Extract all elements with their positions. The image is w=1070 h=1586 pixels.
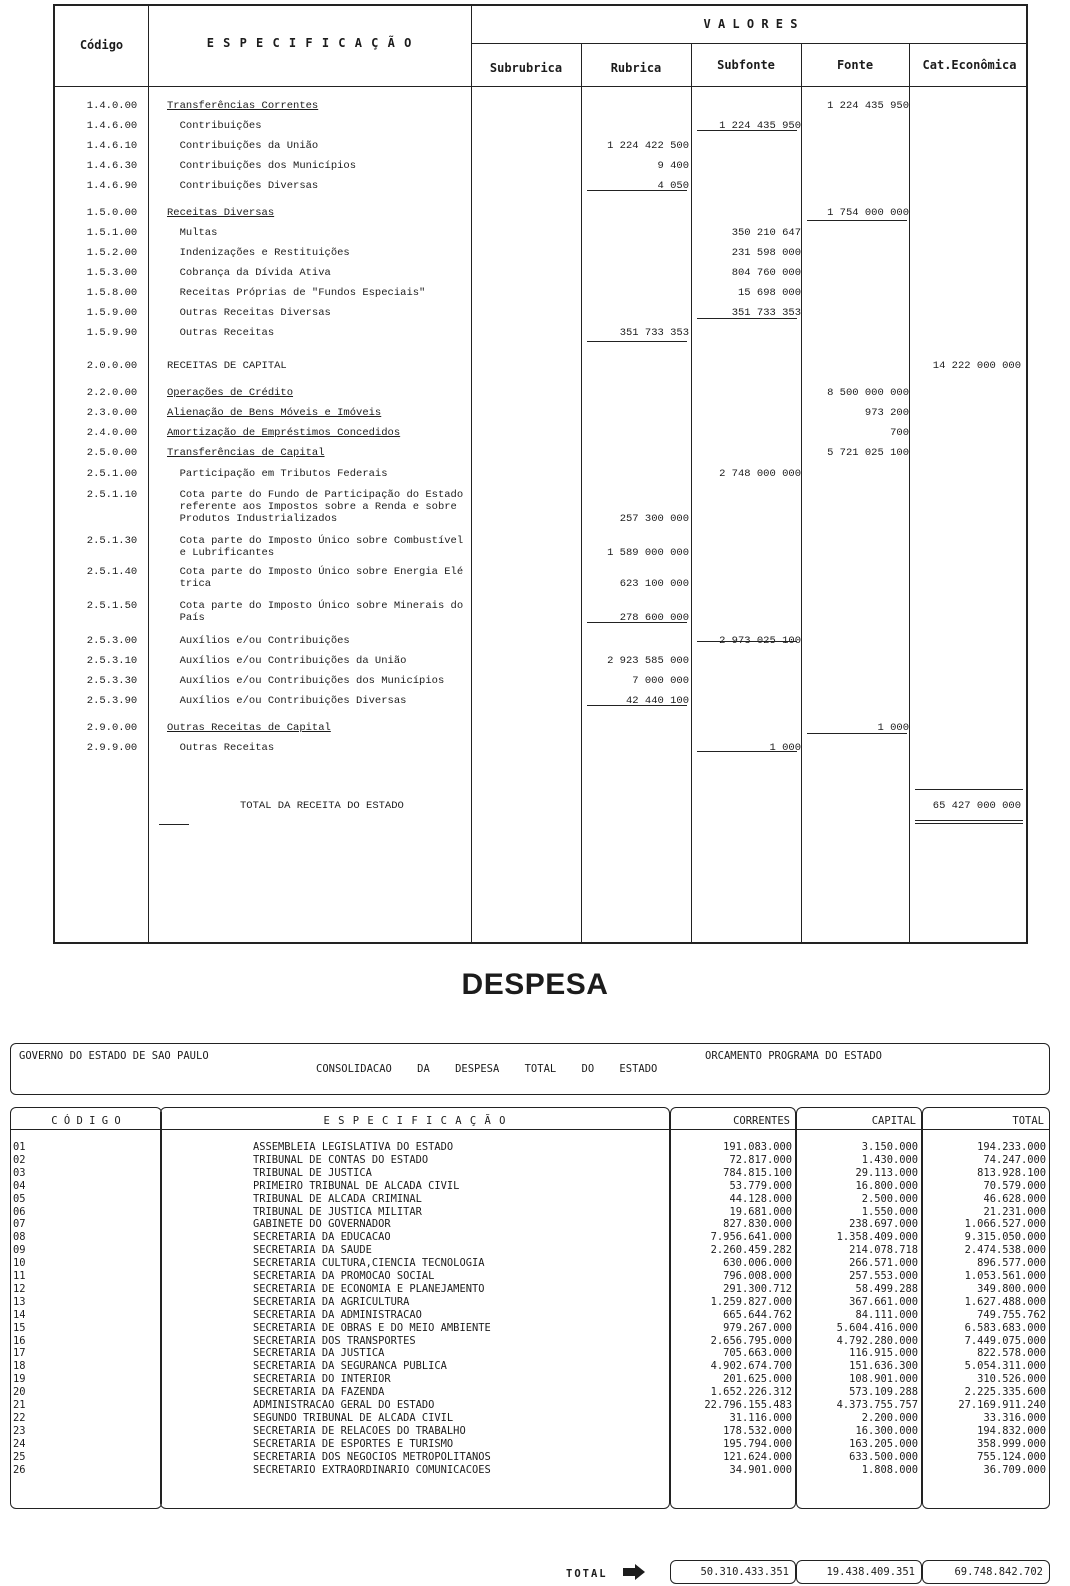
receita-spec: Indenizações e Restituições xyxy=(167,247,350,259)
despesa-spec: GABINETE DO GOVERNADOR xyxy=(253,1218,391,1231)
despesa-capital: 5.604.416.000 xyxy=(836,1321,918,1334)
despesa-header-box xyxy=(10,1043,1050,1095)
receita-fonte: 1 224 435 950 xyxy=(827,100,909,112)
receita-rubrica: 351 733 353 xyxy=(619,327,689,339)
despesa-total: 36.709.000 xyxy=(983,1463,1046,1476)
despesa-code: 08 xyxy=(13,1231,26,1244)
despesa-spec: TRIBUNAL DE CONTAS DO ESTADO xyxy=(253,1153,429,1166)
despesa-spec: SEGUNDO TRIBUNAL DE ALCADA CIVIL xyxy=(253,1411,454,1424)
despesa-total: 46.628.000 xyxy=(983,1192,1046,1205)
subtotal-rule xyxy=(697,318,797,319)
header-subrubrica: Subrubrica xyxy=(489,61,563,75)
despesa-code: 12 xyxy=(13,1282,26,1295)
receita-code: 1.4.6.00 xyxy=(86,120,138,132)
despesa-correntes: 630.006.000 xyxy=(723,1257,792,1270)
arrow-right-icon xyxy=(622,1564,646,1580)
header-divider xyxy=(471,43,1026,44)
despesa-capital: 2.500.000 xyxy=(861,1192,918,1205)
despesa-row xyxy=(10,1283,1050,1296)
despesa-correntes: 121.624.000 xyxy=(723,1450,792,1463)
receita-code: 2.9.9.00 xyxy=(86,742,138,754)
subtotal-rule xyxy=(807,733,907,734)
despesa-row xyxy=(10,1322,1050,1335)
despesa-correntes: 796.008.000 xyxy=(723,1270,792,1282)
despesa-col-correntes: CORRENTES xyxy=(733,1115,790,1127)
receita-subfonte: 804 760 000 xyxy=(731,267,801,279)
despesa-capital: 1.358.409.000 xyxy=(836,1231,918,1244)
despesa-correntes: 191.083.000 xyxy=(723,1141,792,1153)
receita-spec: Alienação de Bens Móveis e Imóveis xyxy=(167,407,382,419)
despesa-code: 15 xyxy=(13,1321,26,1334)
despesa-total: 310.526.000 xyxy=(977,1373,1046,1386)
despesa-row xyxy=(10,1244,1050,1257)
despesa-total-row xyxy=(0,1560,1070,1586)
despesa-correntes: 34.901.000 xyxy=(729,1463,792,1476)
despesa-capital: 84.111.000 xyxy=(855,1308,918,1321)
receita-spec: Operações de Crédito xyxy=(167,387,294,399)
despesa-code: 10 xyxy=(13,1257,26,1270)
header-especificacao: E S P E C I F I C A Ç Ã O xyxy=(206,36,413,50)
receita-spec: Cota parte do Imposto Único sobre Minerais do País xyxy=(179,600,464,624)
despesa-capital: 257.553.000 xyxy=(849,1270,918,1282)
receita-rubrica: 2 923 585 000 xyxy=(607,655,689,667)
despesa-total-label: TOTAL xyxy=(566,1568,608,1580)
despesa-capital: 367.661.000 xyxy=(849,1295,918,1308)
despesa-capital: 4.373.755.757 xyxy=(836,1399,918,1411)
receita-code: 2.5.1.30 xyxy=(86,535,138,547)
despesa-total: 349.800.000 xyxy=(977,1282,1046,1295)
receita-code: 2.5.0.00 xyxy=(86,447,138,459)
receita-table xyxy=(53,4,1028,944)
receita-rubrica: 278 600 000 xyxy=(619,612,689,624)
despesa-title: DESPESA xyxy=(461,968,609,1001)
receita-code: 1.5.9.00 xyxy=(86,307,138,319)
despesa-spec: SECRETARIA DE ECONOMIA E PLANEJAMENTO xyxy=(253,1282,485,1295)
receita-code: 1.5.8.00 xyxy=(86,287,138,299)
despesa-gov-label: GOVERNO DO ESTADO DE SAO PAULO xyxy=(19,1050,209,1062)
despesa-row xyxy=(10,1270,1050,1283)
despesa-total: 33.316.000 xyxy=(983,1411,1046,1424)
despesa-capital: 1.550.000 xyxy=(861,1205,918,1218)
despesa-correntes: 665.644.762 xyxy=(723,1308,792,1321)
receita-spec: Outras Receitas xyxy=(167,742,275,754)
receita-code: 1.5.9.90 xyxy=(86,327,138,339)
despesa-code: 04 xyxy=(13,1179,26,1192)
total-rule xyxy=(915,820,1023,821)
subtotal-rule xyxy=(587,705,687,706)
despesa-total: 822.578.000 xyxy=(977,1347,1046,1360)
receita-rubrica: 9 400 xyxy=(657,160,689,172)
despesa-total: 1.066.527.000 xyxy=(964,1218,1046,1231)
despesa-correntes: 784.815.100 xyxy=(723,1166,792,1179)
receita-spec: Outras Receitas de Capital xyxy=(167,722,331,734)
despesa-capital: 2.200.000 xyxy=(861,1411,918,1424)
despesa-correntes: 705.663.000 xyxy=(723,1347,792,1360)
despesa-correntes: 827.830.000 xyxy=(723,1218,792,1231)
receita-spec: Auxílios e/ou Contribuições Diversas xyxy=(167,695,407,707)
despesa-spec: SECRETARIA DA ADMINISTRACAO xyxy=(253,1308,422,1321)
despesa-total: 27.169.911.240 xyxy=(958,1399,1046,1411)
header-bottom-line xyxy=(55,86,1026,87)
receita-rubrica: 4 050 xyxy=(657,180,689,192)
despesa-row xyxy=(10,1438,1050,1451)
receita-subfonte: 1 224 435 950 xyxy=(719,120,801,132)
despesa-code: 25 xyxy=(13,1450,26,1463)
despesa-capital: 16.300.000 xyxy=(855,1424,918,1437)
despesa-capital: 214.078.718 xyxy=(849,1244,918,1257)
receita-spec: Outras Receitas xyxy=(167,327,275,339)
despesa-code: 18 xyxy=(13,1360,26,1373)
despesa-code: 07 xyxy=(13,1218,26,1231)
despesa-col-total: TOTAL xyxy=(1012,1115,1044,1127)
despesa-total: 9.315.050.000 xyxy=(964,1231,1046,1244)
despesa-spec: ADMINISTRACAO GERAL DO ESTADO xyxy=(253,1399,435,1411)
despesa-row xyxy=(10,1231,1050,1244)
receita-fonte: 700 xyxy=(890,427,909,439)
despesa-code: 21 xyxy=(13,1399,26,1411)
despesa-table xyxy=(10,1107,1050,1509)
receita-code: 2.3.0.00 xyxy=(86,407,138,419)
despesa-spec: ASSEMBLEIA LEGISLATIVA DO ESTADO xyxy=(253,1141,454,1153)
receita-code: 2.5.3.90 xyxy=(86,695,138,707)
subtotal-rule xyxy=(697,751,797,752)
receita-spec: RECEITAS DE CAPITAL xyxy=(167,360,287,372)
despesa-capital: 1.808.000 xyxy=(861,1463,918,1476)
subtotal-rule xyxy=(807,220,907,221)
receita-fonte: 1 754 000 000 xyxy=(827,207,909,219)
receita-code: 2.0.0.00 xyxy=(86,360,138,372)
despesa-code: 17 xyxy=(13,1347,26,1360)
despesa-correntes: 53.779.000 xyxy=(729,1179,792,1192)
despesa-spec: SECRETARIA CULTURA,CIENCIA TECNOLOGIA xyxy=(253,1257,485,1270)
despesa-code: 22 xyxy=(13,1411,26,1424)
receita-spec: Transferências Correntes xyxy=(167,100,319,112)
receita-total-value: 65 427 000 000 xyxy=(932,800,1021,812)
despesa-row xyxy=(10,1347,1050,1360)
receita-rubrica: 623 100 000 xyxy=(619,578,689,590)
receita-code: 2.5.1.40 xyxy=(86,566,138,578)
despesa-total: 755.124.000 xyxy=(977,1450,1046,1463)
despesa-correntes: 195.794.000 xyxy=(723,1437,792,1450)
despesa-spec: SECRETARIA DE OBRAS E DO MEIO AMBIENTE xyxy=(253,1321,491,1334)
despesa-row xyxy=(10,1309,1050,1322)
despesa-correntes: 31.116.000 xyxy=(729,1411,792,1424)
despesa-consolidacao-label: CONSOLIDACAO DA DESPESA TOTAL DO ESTADO xyxy=(316,1063,658,1075)
despesa-row xyxy=(10,1167,1050,1180)
receita-spec: Contribuições xyxy=(167,120,262,132)
despesa-orcamento-label: ORCAMENTO PROGRAMA DO ESTADO xyxy=(705,1050,883,1062)
receita-fonte: 973 200 xyxy=(864,407,909,419)
receita-code: 2.4.0.00 xyxy=(86,427,138,439)
despesa-code: 26 xyxy=(13,1463,26,1476)
despesa-row xyxy=(10,1218,1050,1231)
receita-spec: Transferências de Capital xyxy=(167,447,325,459)
subtotal-rule xyxy=(587,190,687,191)
despesa-total: 813.928.100 xyxy=(977,1166,1046,1179)
despesa-capital: 108.901.000 xyxy=(849,1373,918,1386)
despesa-row xyxy=(10,1193,1050,1206)
despesa-spec: SECRETARIA DOS TRANSPORTES xyxy=(253,1334,416,1347)
receita-code: 2.5.3.00 xyxy=(86,635,138,647)
despesa-total-capital: 19.438.409.351 xyxy=(796,1560,922,1584)
column-divider xyxy=(581,44,582,942)
receita-rubrica: 42 440 100 xyxy=(625,695,689,707)
receita-spec: Contribuições dos Municípios xyxy=(167,160,357,172)
despesa-code: 05 xyxy=(13,1192,26,1205)
receita-subfonte: 350 210 647 xyxy=(731,227,801,239)
receita-rubrica: 1 224 422 500 xyxy=(607,140,689,152)
despesa-code: 02 xyxy=(13,1153,26,1166)
despesa-spec: SECRETARIA DA SAUDE xyxy=(253,1244,372,1257)
despesa-correntes: 44.128.000 xyxy=(729,1192,792,1205)
despesa-capital: 3.150.000 xyxy=(861,1141,918,1153)
despesa-capital: 573.109.288 xyxy=(849,1386,918,1399)
receita-rubrica: 1 589 000 000 xyxy=(607,547,689,559)
receita-spec: Outras Receitas Diversas xyxy=(167,307,331,319)
despesa-total: 1.053.561.000 xyxy=(964,1270,1046,1282)
despesa-col-codigo: C Ó D I G O xyxy=(51,1115,121,1127)
despesa-correntes: 72.817.000 xyxy=(729,1153,792,1166)
despesa-correntes: 7.956.641.000 xyxy=(710,1231,792,1244)
despesa-col-especificacao: E S P E C I F I C A Ç Ã O xyxy=(323,1115,507,1127)
subtotal-rule xyxy=(587,341,687,342)
despesa-correntes: 979.267.000 xyxy=(723,1321,792,1334)
despesa-capital: 4.792.280.000 xyxy=(836,1334,918,1347)
despesa-spec: TRIBUNAL DE JUSTICA MILITAR xyxy=(253,1205,422,1218)
despesa-row xyxy=(10,1412,1050,1425)
receita-code: 1.4.0.00 xyxy=(86,100,138,112)
despesa-total: 1.627.488.000 xyxy=(964,1295,1046,1308)
despesa-spec: SECRETARIA DOS NEGOCIOS METROPOLITANOS xyxy=(253,1450,491,1463)
despesa-capital: 58.499.288 xyxy=(855,1282,918,1295)
receita-code: 1.5.3.00 xyxy=(86,267,138,279)
despesa-correntes: 178.532.000 xyxy=(723,1424,792,1437)
subtotal-rule xyxy=(697,130,797,131)
header-subfonte: Subfonte xyxy=(717,58,775,72)
receita-spec: Auxílios e/ou Contribuições xyxy=(167,635,350,647)
receita-spec: Contribuições Diversas xyxy=(167,180,319,192)
despesa-spec: SECRETARIA DA AGRICULTURA xyxy=(253,1295,410,1308)
despesa-correntes: 2.656.795.000 xyxy=(710,1334,792,1347)
column-divider xyxy=(691,44,692,942)
despesa-total: 896.577.000 xyxy=(977,1257,1046,1270)
despesa-spec: SECRETARIA DE ESPORTES E TURISMO xyxy=(253,1437,454,1450)
despesa-total: 749.755.762 xyxy=(977,1308,1046,1321)
despesa-code: 11 xyxy=(13,1270,26,1282)
despesa-capital: 116.915.000 xyxy=(849,1347,918,1360)
despesa-row xyxy=(10,1425,1050,1438)
despesa-total: 5.054.311.000 xyxy=(964,1360,1046,1373)
despesa-row xyxy=(10,1141,1050,1154)
receita-spec: Participação em Tributos Federais xyxy=(167,468,388,480)
subtotal-rule xyxy=(587,622,687,623)
receita-subfonte: 351 733 353 xyxy=(731,307,801,319)
despesa-row xyxy=(10,1335,1050,1348)
despesa-code: 23 xyxy=(13,1424,26,1437)
despesa-total: 7.449.075.000 xyxy=(964,1334,1046,1347)
receita-code: 2.5.3.30 xyxy=(86,675,138,687)
receita-subfonte: 15 698 000 xyxy=(737,287,801,299)
receita-fonte: 5 721 025 100 xyxy=(827,447,909,459)
despesa-code: 03 xyxy=(13,1166,26,1179)
despesa-total: 2.474.538.000 xyxy=(964,1244,1046,1257)
column-divider xyxy=(801,44,802,942)
receita-spec: Cota parte do Imposto Único sobre Combustível e Lubrificantes xyxy=(179,535,464,559)
receita-code: 1.5.2.00 xyxy=(86,247,138,259)
receita-code: 1.5.0.00 xyxy=(86,207,138,219)
header-rubrica: Rubrica xyxy=(610,61,662,75)
receita-code: 2.5.1.10 xyxy=(86,489,138,501)
receita-spec: Cota parte do Fundo de Participação do Estado referente aos Impostos sobre a Renda e sobre Produtos Industrializados xyxy=(179,489,464,525)
despesa-spec: TRIBUNAL DE JUSTICA xyxy=(253,1166,372,1179)
receita-rubrica: 257 300 000 xyxy=(619,513,689,525)
header-fonte: Fonte xyxy=(836,58,874,72)
receita-code: 2.9.0.00 xyxy=(86,722,138,734)
despesa-capital: 1.430.000 xyxy=(861,1153,918,1166)
despesa-code: 01 xyxy=(13,1141,26,1153)
despesa-row xyxy=(10,1386,1050,1399)
despesa-capital: 266.571.000 xyxy=(849,1257,918,1270)
receita-spec: Contribuições da União xyxy=(167,140,319,152)
header-valores: V A L O R E S xyxy=(703,17,798,31)
despesa-correntes: 4.902.674.700 xyxy=(710,1360,792,1373)
despesa-total-total: 69.748.842.702 xyxy=(922,1560,1050,1584)
receita-rubrica: 7 000 000 xyxy=(632,675,689,687)
despesa-total: 21.231.000 xyxy=(983,1205,1046,1218)
receita-code: 1.4.6.10 xyxy=(86,140,138,152)
receita-spec: Multas xyxy=(167,227,218,239)
receita-fonte: 8 500 000 000 xyxy=(827,387,909,399)
despesa-capital: 16.800.000 xyxy=(855,1179,918,1192)
header-cat-economica: Cat.Econômica xyxy=(922,58,1017,72)
receita-subfonte: 1 000 xyxy=(769,742,801,754)
despesa-code: 09 xyxy=(13,1244,26,1257)
despesa-total: 74.247.000 xyxy=(983,1153,1046,1166)
receita-spec: Cota parte do Imposto Único sobre Energia Elé trica xyxy=(179,566,464,590)
receita-spec: Auxílios e/ou Contribuições dos Municípios xyxy=(167,675,445,687)
despesa-row xyxy=(10,1180,1050,1193)
receita-spec: Amortização de Empréstimos Concedidos xyxy=(167,427,401,439)
despesa-capital: 163.205.000 xyxy=(849,1437,918,1450)
despesa-total-correntes: 50.310.433.351 xyxy=(670,1560,796,1584)
receita-code: 1.5.1.00 xyxy=(86,227,138,239)
receita-code: 2.5.3.10 xyxy=(86,655,138,667)
receita-fonte: 1 000 xyxy=(877,722,909,734)
spec-rule xyxy=(159,824,189,825)
despesa-row xyxy=(10,1154,1050,1167)
despesa-capital: 151.636.300 xyxy=(849,1360,918,1373)
despesa-col-capital: CAPITAL xyxy=(871,1115,916,1127)
receita-spec: Auxílios e/ou Contribuições da União xyxy=(167,655,407,667)
receita-spec: Cobrança da Dívida Ativa xyxy=(167,267,331,279)
despesa-capital: 633.500.000 xyxy=(849,1450,918,1463)
despesa-correntes: 22.796.155.483 xyxy=(704,1399,792,1411)
receita-code: 1.4.6.30 xyxy=(86,160,138,172)
despesa-total: 2.225.335.600 xyxy=(964,1386,1046,1399)
column-divider xyxy=(909,44,910,942)
receita-total-label: TOTAL DA RECEITA DO ESTADO xyxy=(240,800,404,812)
despesa-row xyxy=(10,1399,1050,1412)
despesa-correntes: 19.681.000 xyxy=(729,1205,792,1218)
despesa-correntes: 2.260.459.282 xyxy=(710,1244,792,1257)
despesa-spec: SECRETARIA DA SEGURANCA PUBLICA xyxy=(253,1360,447,1373)
despesa-correntes: 291.300.712 xyxy=(723,1282,792,1295)
despesa-code: 13 xyxy=(13,1295,26,1308)
despesa-code: 20 xyxy=(13,1386,26,1399)
receita-spec: Receitas Diversas xyxy=(167,207,275,219)
total-rule xyxy=(915,789,1023,790)
despesa-total: 194.233.000 xyxy=(977,1141,1046,1153)
despesa-spec: SECRETARIA DE RELACOES DO TRABALHO xyxy=(253,1424,466,1437)
despesa-code: 24 xyxy=(13,1437,26,1450)
despesa-correntes: 201.625.000 xyxy=(723,1373,792,1386)
despesa-capital: 238.697.000 xyxy=(849,1218,918,1231)
despesa-row xyxy=(10,1257,1050,1270)
despesa-spec: SECRETARIA DA PROMOCAO SOCIAL xyxy=(253,1270,435,1282)
despesa-row xyxy=(10,1451,1050,1464)
despesa-spec: SECRETARIA DA JUSTICA xyxy=(253,1347,385,1360)
subtotal-rule xyxy=(697,641,797,642)
despesa-spec: SECRETARIA DA EDUCACAO xyxy=(253,1231,391,1244)
despesa-total: 70.579.000 xyxy=(983,1179,1046,1192)
receita-cat-economica: 14 222 000 000 xyxy=(932,360,1021,372)
despesa-row xyxy=(10,1464,1050,1477)
despesa-code: 16 xyxy=(13,1334,26,1347)
despesa-row xyxy=(10,1206,1050,1219)
despesa-correntes: 1.652.226.312 xyxy=(710,1386,792,1399)
receita-code: 2.2.0.00 xyxy=(86,387,138,399)
receita-subfonte: 2 748 000 000 xyxy=(719,468,801,480)
receita-code: 1.4.6.90 xyxy=(86,180,138,192)
despesa-capital: 29.113.000 xyxy=(855,1166,918,1179)
total-rule xyxy=(915,823,1023,824)
despesa-spec: SECRETARIA DO INTERIOR xyxy=(253,1373,391,1386)
receita-code: 2.5.1.50 xyxy=(86,600,138,612)
despesa-code: 19 xyxy=(13,1373,26,1386)
despesa-spec: SECRETARIA DA FAZENDA xyxy=(253,1386,385,1399)
despesa-code: 14 xyxy=(13,1308,26,1321)
header-codigo: Código xyxy=(79,38,124,52)
despesa-spec: SECRETARIO EXTRAORDINARIO COMUNICACOES xyxy=(253,1463,491,1476)
despesa-code: 06 xyxy=(13,1205,26,1218)
despesa-row xyxy=(10,1373,1050,1386)
receita-spec: Receitas Próprias de "Fundos Especiais" xyxy=(167,287,426,299)
receita-subfonte: 2 973 025 100 xyxy=(719,635,801,647)
despesa-total: 358.999.000 xyxy=(977,1437,1046,1450)
despesa-spec: TRIBUNAL DE ALCADA CRIMINAL xyxy=(253,1192,422,1205)
despesa-total: 194.832.000 xyxy=(977,1424,1046,1437)
receita-subfonte: 231 598 000 xyxy=(731,247,801,259)
despesa-correntes: 1.259.827.000 xyxy=(710,1295,792,1308)
despesa-row xyxy=(10,1360,1050,1373)
despesa-spec: PRIMEIRO TRIBUNAL DE ALCADA CIVIL xyxy=(253,1179,460,1192)
receita-code: 2.5.1.00 xyxy=(86,468,138,480)
despesa-row xyxy=(10,1296,1050,1309)
despesa-header-line xyxy=(10,1129,1050,1130)
despesa-total: 6.583.683.000 xyxy=(964,1321,1046,1334)
